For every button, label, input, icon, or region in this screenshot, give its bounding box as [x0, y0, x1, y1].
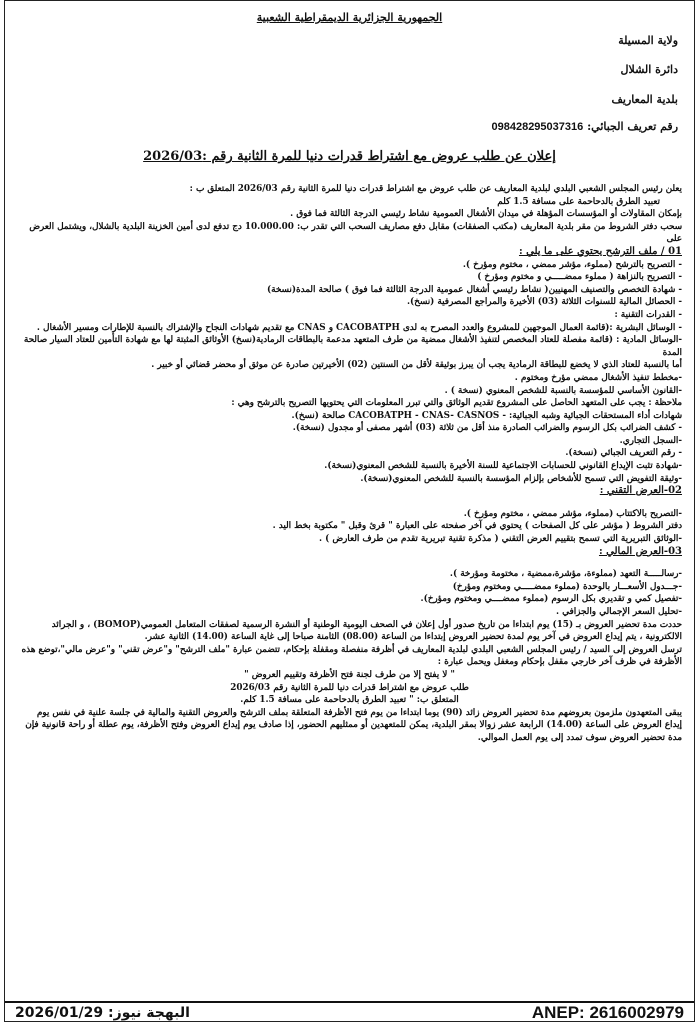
newspaper-date: البهجة نيوز: 2026/01/29: [15, 1005, 190, 1021]
doc-item: دفتر الشروط ( مؤشر على كل الصفحات ) يحتوي في آخر صفحته على العبارة " قرئ وقبل " مكتوبة بخط اليد .: [272, 521, 682, 532]
doc-item: - التصريح بالترشح (مملوء، مؤشر ممضي ، مختوم ومؤرخ ).: [462, 259, 682, 270]
doc-item: -مخطط تنفيذ الأشغال ممضي مؤرخ ومختوم .: [514, 372, 682, 383]
doc-item: شهادات أداء المستحقات الجبائية وشبه الجبائية: - CACOBATPH - CNAS- CASNOS صالحة (نسخ).: [291, 410, 682, 421]
wilaya-label: ولاية المسيلة: [618, 34, 678, 47]
doc-item: -جـــدول الأسعـــار بالوحدة (مملوء ممضـــــي ومختوم ومؤرخ): [452, 581, 682, 592]
section-technical: 02-العرض التقني :: [599, 485, 682, 497]
doc-item: -تفصيل كمي و تقديري بكل الرسوم (مملوء ممضــــي ومختوم ومؤرخ).: [420, 594, 682, 605]
republic-heading: الجمهورية الجزائرية الديمقراطية الشعبية: [256, 11, 443, 24]
deadline-paragraph: حددت مدة تحضير العروض بـ (15) يوم ابتداءا من تاريخ صدور أول إعلان في الصحف اليومية الوطنية أو النشرة الرسمية لصفقات المتعامل العمومي(BOMOP) ، و الجرائد الالكترونية ، يتم إيداع العروض في آخر يوم لمدة تحضير العروض إبتداءا من الساعة (08.00) الثامنة صباحا إلى غاية الساعة (14.00) الثانية عشر.: [51, 619, 682, 643]
intro: يعلن رئيس المجلس الشعبي البلدي لبلدية المعاريف عن طلب عروض مع اشتراط قدرات دنيا للمرة الثانية رقم 2026/03 المتعلق ب :: [189, 184, 682, 194]
doc-item: - الحصائل المالية للسنوات الثلاثة (03) الأخيرة والمراجع المصرفية (نسخ).: [406, 297, 682, 308]
doc-item: أما بالنسبة للعتاد الذي لا يخضع للبطاقة الرمادية يجب أن يبرز بوثيقة لأقل من السنتين (02) الأخيرتين صادرة عن موثق أو محضر قضائي أو خبير .: [151, 360, 682, 371]
envelope-line: طلب عروض مع اشتراط قدرات دنيا للمرة الثانية رقم 2026/03: [230, 682, 469, 693]
doc-item: -الوثائق التبريرية التي تسمح بتقييم العرض التقني ( مذكرة تقنية تبريرية تقدم من طرف العارض ) .: [319, 534, 682, 545]
commune-label: بلدية المعاريف: [611, 93, 678, 106]
tax-id: [491, 120, 678, 133]
section-financial: 03-العرض المالي :: [598, 545, 682, 557]
announcement-page: [4, 0, 695, 1022]
anep-number: ANEP: 2616002979: [531, 1003, 684, 1022]
section-candidature: 01 / ملف الترشح يحتوي على ما يلي :: [518, 245, 682, 257]
doc-item: -رسالـــــة التعهد (مملوءة، مؤشرة،ممضية ، مختومة ومؤرخة ).: [449, 569, 682, 580]
envelope-line: " لا يفتح إلا من طرف لجنة فتح الأظرفة وتقييم العروض ": [244, 669, 455, 680]
doc-item: -السجل التجاري.: [619, 435, 682, 446]
doc-item: - الوسائل البشرية :(قائمة العمال الموجهين للمشروع والعدد المصرح به لدى CACOBATPH و CNAS مع تقديم شهادات النجاح والإشتراك بالنسبة للإطارات ومسير الأشغال .: [36, 322, 682, 333]
eligibility: بإمكان المقاولات أو المؤسسات المؤهلة في ميدان الأشغال العمومية نشاط رئيسي الدرجة الثالثة فما فوق .: [290, 209, 682, 220]
note: ملاحظة : يجب على المتعهد الحاصل على المشروع تقديم الوثائق والتي تبرر المعلومات التي يحتويها التصريح بالترشح وهي :: [231, 398, 682, 409]
doc-item: - رقم التعريف الجبائي (نسخة).: [565, 448, 682, 459]
tax-id-number: 098428295037316: [491, 121, 584, 133]
announcement-body: [17, 183, 682, 745]
doc-item: -شهادة تثبت الإيداع القانوني للحسابات الاجتماعية للسنة الأخيرة بالنسبة للشخص المعنوي(نسخة).: [324, 461, 682, 472]
doc-item: - القدرات التقنية :: [614, 309, 682, 320]
doc-item: -التصريح بالاكتتاب (مملوء، مؤشر ممضي ، مختوم ومؤرخ ).: [463, 508, 682, 519]
submission-paragraph: ترسل العروض إلى السيد / رئيس المجلس الشعبي البلدي لبلدية المعاريف في أظرفة منفصلة ومقفلة بإحكام، تتضمن عبارة "ملف الترشح" و"عرض تقني" و"عرض مالي"،توضع هذه الأظرفة في ظرف آخر خارجي مقفل بإحكام ومغفل ويحمل عبارة :: [21, 644, 682, 668]
doc-item: - كشف الضرائب بكل الرسوم والضرائب الصادرة منذ أقل من ثلاثة (03) أشهر مصفى أو مجدول (نسخة).: [292, 423, 682, 434]
doc-item: -القانون الأساسي للمؤسسة بالنسبة للشخص المعنوي (نسخة ) .: [444, 385, 682, 396]
daira-label: دائرة الشلال: [620, 63, 678, 76]
withdrawal: سحب دفتر الشروط من مقر بلدية المعاريف (مكتب الصفقات) مقابل دفع مصاريف السحب التي تقدر ب: 10.000.00 دج تدفع لدى أمين الخزينة البلدية بالشلال، ويشتمل العرض على: [29, 221, 682, 245]
validity-paragraph: يبقى المتعهدون ملزمون بعروضهم مدة تحضير العروض زائد (90) يوما ابتداءا من يوم فتح الأظرفة المتعلقة بملف الترشح والعروض التقنية والمالية في جلسة علنية في نفس يوم إيداع العروض على الساعة (14.00) الرابعة عشر زوالا بمقر البلدية، يمكن للمتعهدين أو ممثليهم الحضور، إذا صادف يوم إيداع العروض وفتح الأظرفة، يوم عطلة أو راحة قانونية فإن مدة تحضير العروض سوف تمدد إلى يوم العمل الموالي.: [25, 707, 682, 743]
doc-item: -الوسائل المادية : (قائمة مفصلة للعتاد المخصص لتنفيذ الأشغال ممضية من طرف المتعهد مدعمة بالبطاقات الرمادية(نسخ) الأوثائق المثبتة لها مع شهادة التأمين للعتاد السيار صالحة المدة: [23, 335, 682, 358]
envelope-line: المتعلق ب: " تعبيد الطرق بالدحاحمة على مسافة 1.5 كلم.: [240, 695, 459, 706]
project-name: تعبيد الطرق بالدحاحمة على مسافة 1.5 كلم: [497, 196, 660, 207]
doc-item: - شهادة التخصص والتصنيف المهنيين( نشاط رئيسي أشغال عمومية الدرجة الثالثة فما فوق ) صالحة المدة(نسخة): [266, 284, 682, 295]
doc-item: -تحليل السعر الإجمالي والجزافي .: [556, 607, 682, 617]
doc-item: - التصريح بالنزاهة ( مملوء ممضـــــي و مختوم ومؤرخ ): [477, 272, 682, 283]
tax-id-label: رقم تعريف الجبائي:: [587, 120, 678, 133]
doc-item: -وثيقة التفويض التي تسمح للأشخاص بإلزام المؤسسة بالنسبة للشخص المعنوي(نسخة).: [360, 473, 682, 484]
announcement-title: إعلان عن طلب عروض مع اشتراط قدرات دنيا للمرة الثانية رقم :2026/03: [143, 149, 556, 164]
footer: [5, 1001, 694, 1025]
